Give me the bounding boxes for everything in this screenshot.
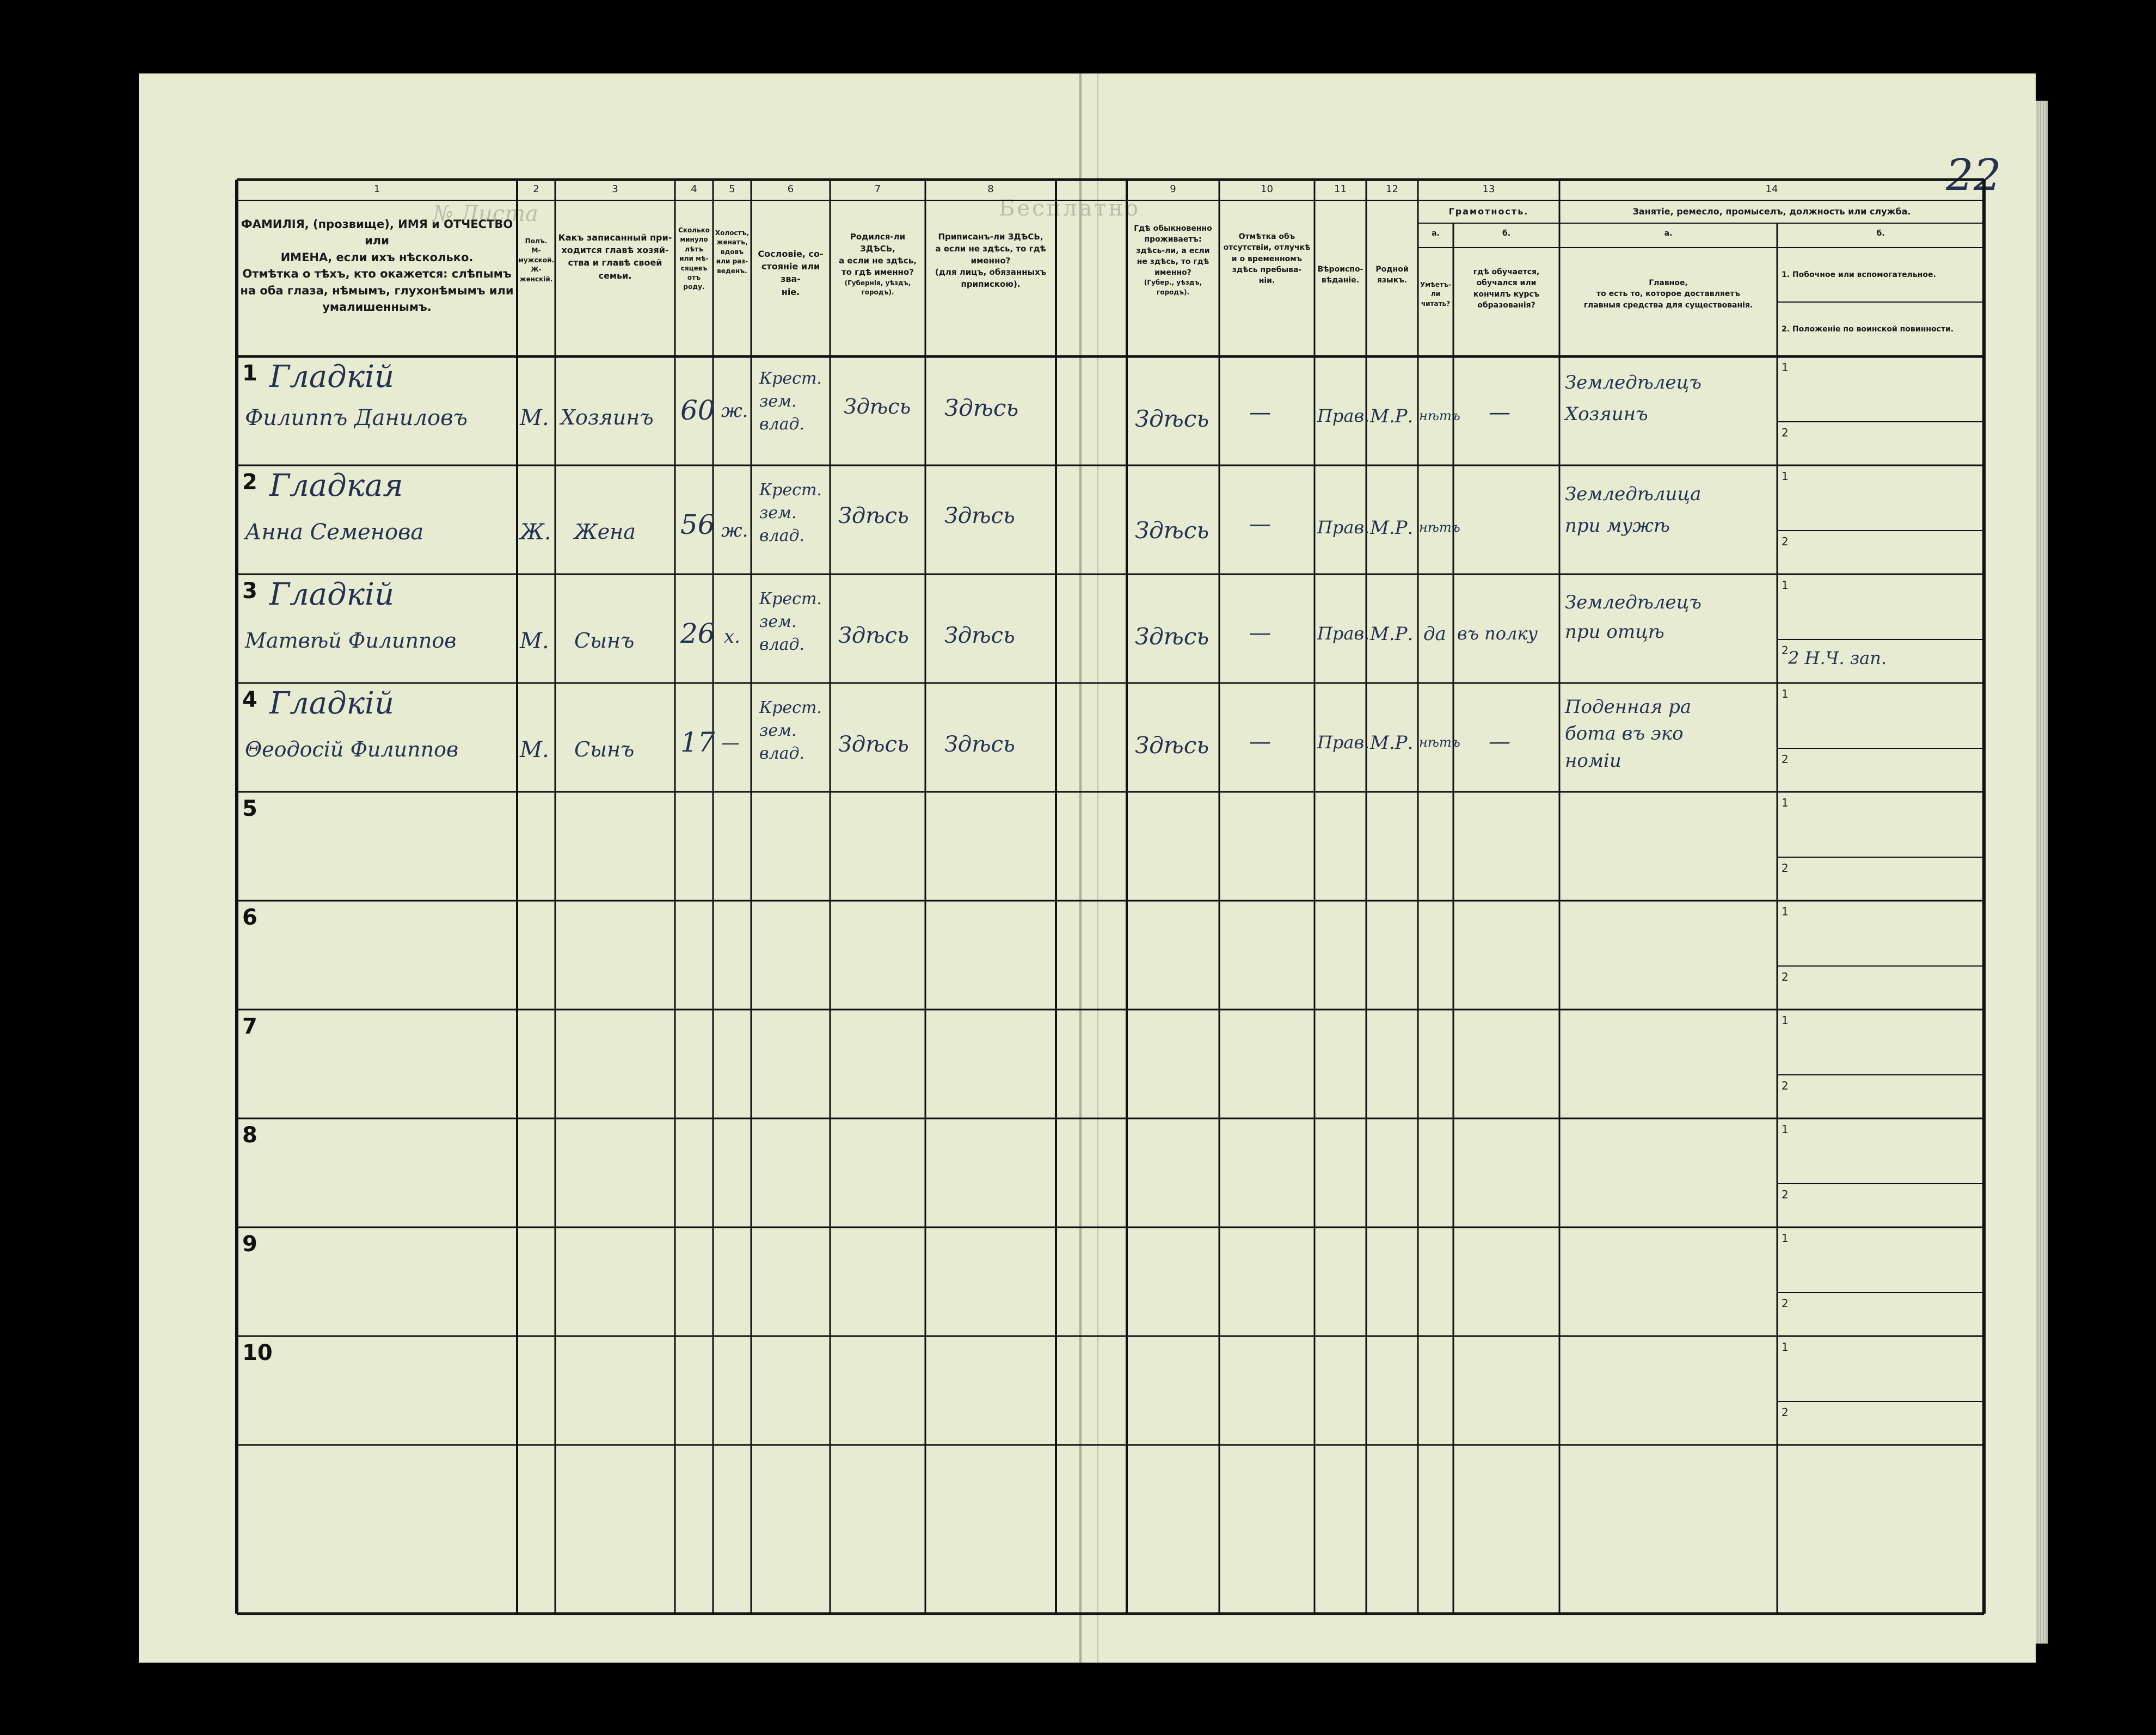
header-col-13-title: Грамотность. bbox=[1448, 206, 1529, 217]
col-number-1: 1 bbox=[373, 183, 380, 195]
entry-3-residence: Здѣсь bbox=[1135, 623, 1209, 650]
entry-2-residence: Здѣсь bbox=[1135, 517, 1209, 544]
row-number-4: 4 bbox=[242, 687, 257, 712]
entry-2-born: Здѣсь bbox=[838, 503, 909, 528]
entry-1-reads: нѣтъ bbox=[1419, 408, 1460, 423]
sub-marker: 2 bbox=[1782, 535, 1789, 548]
entry-3-surname: Гладкій bbox=[269, 577, 395, 612]
sub-marker: 1 bbox=[1782, 905, 1789, 918]
entry-3-age: 26 bbox=[680, 618, 715, 649]
sub-marker: 2 bbox=[1782, 1079, 1789, 1092]
header-col-14a: Главное, то есть то, которое доставляетъ главныя средства для существованія. bbox=[1583, 279, 1753, 310]
entry-4-sex: М. bbox=[520, 737, 549, 762]
header-col-10: Отмѣтка объ отсутствіи, отлучкѣ и о временномъ здѣсь пребыва- ніи. bbox=[1223, 232, 1311, 286]
sub-marker: 1 bbox=[1782, 1340, 1789, 1353]
entry-3-born: Здѣсь bbox=[838, 623, 909, 648]
col-number-10: 10 bbox=[1261, 183, 1273, 195]
row-number-1: 1 bbox=[242, 361, 257, 386]
col-number-6: 6 bbox=[787, 183, 794, 195]
row-number-5: 5 bbox=[242, 796, 257, 821]
faded-header: Бесплатно bbox=[999, 196, 1141, 221]
entry-4-language: М.Р. bbox=[1370, 732, 1414, 754]
row-number-7: 7 bbox=[242, 1014, 257, 1039]
entry-1-estate: Крест. зем. влад. bbox=[759, 369, 822, 434]
entry-3-language: М.Р. bbox=[1370, 623, 1414, 645]
entry-1-sex: М. bbox=[520, 405, 549, 430]
entry-2-relation: Жена bbox=[574, 520, 636, 544]
census-sheet bbox=[139, 73, 2036, 1663]
header-col-11: Вѣроиспо- вѣданіе. bbox=[1317, 265, 1363, 285]
header-col-14a-letter: а. bbox=[1664, 229, 1673, 238]
header-col-8: Приписанъ-ли ЗДѢСЬ, а если не здѣсь, то гдѣ именно? (для лицъ, обязанныхъ припискою). bbox=[935, 232, 1047, 289]
entry-3-sex: М. bbox=[520, 629, 549, 654]
sub-marker: 2 bbox=[1782, 644, 1789, 657]
entry-4-occupation: Поденная ра бота въ эко номіи bbox=[1565, 696, 1692, 772]
sub-marker: 2 bbox=[1782, 862, 1789, 875]
entry-1-occupation: Земледѣлецъ Хозяинъ bbox=[1565, 372, 1702, 425]
header-col-7: Родился-ли ЗДѢСЬ, а если не здѣсь, то гдѣ именно? (Губернія, уѣздъ, городъ). bbox=[839, 232, 917, 297]
header-col-13a-letter: а. bbox=[1432, 229, 1440, 238]
entry-4-religion: Прав. bbox=[1317, 732, 1370, 753]
entry-1-marital: ж. bbox=[721, 400, 748, 422]
entry-2-registered: Здѣсь bbox=[944, 503, 1015, 528]
header-col-14b-letter: б. bbox=[1876, 229, 1885, 238]
sub-marker: 2 bbox=[1782, 1297, 1789, 1310]
entry-2-religion: Прав. bbox=[1317, 517, 1370, 538]
entry-2-age: 56 bbox=[680, 509, 715, 540]
header-col-14b2: 2. Положеніе по воинской повинности. bbox=[1782, 325, 1954, 334]
header-col-2: Полъ. М-мужской. Ж-женскій. bbox=[518, 237, 555, 283]
entry-4-relation: Сынъ bbox=[574, 737, 635, 761]
col-number-7: 7 bbox=[874, 183, 881, 195]
row-number-6: 6 bbox=[242, 905, 257, 930]
entry-3-reads: да bbox=[1423, 623, 1446, 645]
header-col-9: Гдѣ обыкновенно проживаетъ: здѣсь-ли, а если не здѣсь, то гдѣ именно? (Губер., уѣздъ, городъ). bbox=[1134, 224, 1212, 296]
entry-4-marital: — bbox=[721, 732, 740, 754]
col-number-12: 12 bbox=[1386, 183, 1398, 195]
entry-3-given: Матвѣй Филиппов bbox=[245, 629, 457, 653]
page-stack-edge bbox=[2036, 101, 2048, 1644]
entry-4-residence: Здѣсь bbox=[1135, 732, 1209, 759]
sub-marker: 1 bbox=[1782, 796, 1789, 809]
header-col-13b-letter: б. bbox=[1502, 229, 1511, 238]
entry-3-secondary: 2 Н.Ч. зап. bbox=[1788, 648, 1887, 668]
header-col-6: Сословіе, со- стояніе или зва- ніе. bbox=[758, 249, 824, 297]
entry-2-given: Анна Семенова bbox=[245, 520, 424, 545]
col-number-13: 13 bbox=[1482, 183, 1495, 195]
entry-4-registered: Здѣсь bbox=[944, 732, 1015, 757]
row-number-3: 3 bbox=[242, 579, 257, 604]
entry-4-reads: нѣтъ bbox=[1419, 735, 1460, 750]
entry-3-occupation: Земледѣлецъ при отцѣ bbox=[1565, 592, 1702, 643]
header-col-5: Холостъ, женатъ, вдовъ или раз- веденъ. bbox=[715, 229, 750, 275]
entry-3-education: въ полку bbox=[1457, 623, 1538, 644]
header-col-13a: Умѣетъ- ли читать? bbox=[1420, 281, 1451, 307]
col-number-11: 11 bbox=[1334, 183, 1347, 195]
header-col-3: Какъ записанный при- ходится главѣ хозяй- ства и главѣ своей семьи. bbox=[558, 232, 672, 281]
entry-3-religion: Прав. bbox=[1317, 623, 1370, 644]
col-number-5: 5 bbox=[729, 183, 735, 195]
header-col-14-title: Занятіе, ремесло, промыселъ, должность или служба. bbox=[1632, 206, 1911, 217]
sub-marker: 1 bbox=[1782, 579, 1789, 592]
sheet-label: № Листа bbox=[433, 201, 538, 226]
entry-1-education: — bbox=[1489, 400, 1510, 425]
sub-marker: 2 bbox=[1782, 970, 1789, 983]
sub-marker: 1 bbox=[1782, 361, 1789, 374]
entry-4-absence: — bbox=[1249, 729, 1271, 754]
entry-3-absence: — bbox=[1249, 620, 1271, 645]
entry-4-estate: Крест. зем. влад. bbox=[759, 698, 822, 763]
entry-1-relation: Хозяинъ bbox=[561, 405, 654, 429]
entry-1-absence: — bbox=[1249, 400, 1271, 425]
col-number-8: 8 bbox=[987, 183, 994, 195]
col-number-9: 9 bbox=[1170, 183, 1176, 195]
row-number-9: 9 bbox=[242, 1232, 257, 1257]
entry-4-age: 17 bbox=[680, 727, 715, 758]
sub-marker: 1 bbox=[1782, 470, 1789, 483]
entry-1-age: 60 bbox=[680, 395, 715, 426]
header-col-14b1: 1. Побочное или вспомогательное. bbox=[1782, 270, 1936, 279]
entry-1-residence: Здѣсь bbox=[1135, 405, 1209, 432]
row-number-10: 10 bbox=[242, 1340, 273, 1365]
entry-4-born: Здѣсь bbox=[838, 732, 909, 757]
header-col-13b: гдѣ обучается, обучался или кончилъ курсъ образованія? bbox=[1473, 268, 1540, 310]
entry-3-relation: Сынъ bbox=[574, 629, 635, 653]
entry-4-surname: Гладкій bbox=[269, 686, 395, 721]
entry-4-given: Θеодосій Филиппов bbox=[245, 737, 459, 761]
col-number-14: 14 bbox=[1765, 183, 1778, 195]
row-number-2: 2 bbox=[242, 470, 257, 495]
entry-1-surname: Гладкій bbox=[269, 359, 395, 395]
entry-1-religion: Прав. bbox=[1317, 405, 1370, 426]
entry-2-occupation: Земледѣлица при мужѣ bbox=[1565, 483, 1702, 537]
sub-marker: 2 bbox=[1782, 1406, 1789, 1419]
col-number-4: 4 bbox=[691, 183, 697, 195]
sub-marker: 1 bbox=[1782, 687, 1789, 700]
header-col-12: Родной языкъ. bbox=[1375, 265, 1409, 285]
entry-2-marital: ж. bbox=[721, 520, 748, 542]
row-number-8: 8 bbox=[242, 1123, 257, 1148]
entry-2-absence: — bbox=[1249, 512, 1271, 537]
entry-2-language: М.Р. bbox=[1370, 517, 1414, 539]
entry-3-estate: Крест. зем. влад. bbox=[759, 589, 822, 654]
header-col-1: ФАМИЛІЯ, (прозвище), ИМЯ и ОТЧЕСТВО или ИМЕНА, если ихъ нѣсколько. Отмѣтка о тѣхъ, кто окажется: слѣпымъ на оба глаза, нѣмымъ, глухонѣмымъ или умалишеннымъ. bbox=[240, 218, 514, 314]
sub-marker: 1 bbox=[1782, 1014, 1789, 1027]
header-col-4: Сколько минуло лѣтъ или мѣ- сяцевъ отъ роду. bbox=[678, 226, 710, 291]
entry-4-education: — bbox=[1489, 729, 1510, 754]
col-number-3: 3 bbox=[612, 183, 618, 195]
sub-marker: 2 bbox=[1782, 753, 1789, 766]
entry-1-given: Филиппъ Даниловъ bbox=[245, 405, 468, 430]
entry-2-reads: нѣтъ bbox=[1419, 520, 1460, 535]
entry-1-born: Здѣсь bbox=[844, 395, 911, 419]
entry-2-surname: Гладкая bbox=[269, 468, 403, 503]
sub-marker: 2 bbox=[1782, 1188, 1789, 1201]
entry-1-language: М.Р. bbox=[1370, 405, 1414, 427]
sheet-number: 22 bbox=[1946, 150, 2001, 200]
sub-marker: 2 bbox=[1782, 426, 1789, 439]
entry-2-estate: Крест. зем. влад. bbox=[759, 481, 822, 545]
entry-1-registered: Здѣсь bbox=[944, 395, 1019, 421]
entry-3-registered: Здѣсь bbox=[944, 623, 1015, 648]
sub-marker: 1 bbox=[1782, 1232, 1789, 1245]
col-number-2: 2 bbox=[533, 183, 539, 195]
entry-3-marital: х. bbox=[724, 626, 740, 648]
entry-2-sex: Ж. bbox=[520, 520, 551, 545]
sub-marker: 1 bbox=[1782, 1123, 1789, 1136]
